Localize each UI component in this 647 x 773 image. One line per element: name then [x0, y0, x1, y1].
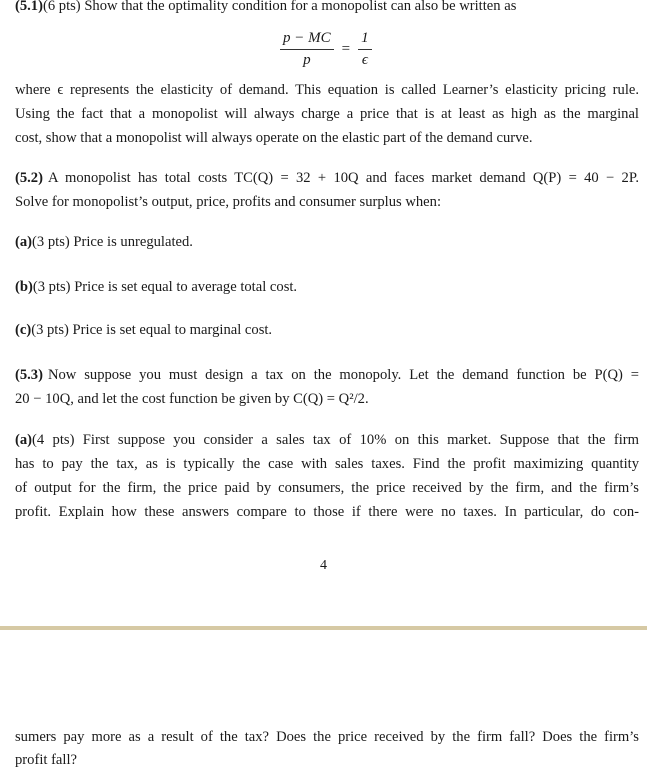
problem-label: (5.2) [15, 170, 43, 186]
part-label: (a) [15, 432, 33, 448]
part-5-3-a [15, 431, 639, 449]
eq-rhs-numerator: 1 [358, 30, 372, 50]
problem-5-3-intro [15, 366, 639, 384]
problem-text: Now suppose you must design a tax on the monopoly. Let the demand function be P(Q) = [47, 367, 639, 383]
part-label: (c) [15, 322, 32, 338]
paragraph-line: Solve for monopolist’s output, price, profits and consumer surplus when: [15, 194, 442, 210]
problem-5-2-intro [15, 169, 639, 187]
eq-denominator: p [303, 52, 311, 68]
page-number: 4 [320, 558, 327, 573]
part-text: (3 pts) Price is unregulated. [32, 234, 193, 250]
problem-text: (6 pts) Show that the optimality condition for a monopolist can also be written as [42, 0, 517, 14]
equation-lhs [280, 30, 334, 69]
problem-label: (5.3) [15, 367, 43, 383]
page-separator [0, 626, 647, 630]
paragraph-line: Using the fact that a monopolist will always charge a price that is at least as high as the marginal [15, 106, 639, 122]
part-label: (a) [15, 234, 33, 250]
part-text: (4 pts) First suppose you consider a sales tax of 10% on this market. Suppose that the firm [32, 432, 639, 448]
eq-equals: = [341, 41, 351, 57]
part-c [15, 321, 639, 339]
paragraph-line: of output for the firm, the price paid by consumers, the price received by the firm, and the firm’s [15, 480, 639, 496]
part-text: (3 pts) Price is set equal to average total cost. [32, 279, 298, 295]
eq-rhs-denominator: ϵ [361, 52, 368, 68]
paragraph-line: where ϵ represents the elasticity of demand. This equation is called Learner’s elasticity pricing rule. [15, 82, 639, 98]
problem-text: A monopolist has total costs TC(Q) = 32 + 10Q and faces market demand Q(P) = 40 − 2P. [47, 170, 639, 186]
equation-rhs [358, 30, 372, 69]
lerner-equation [280, 30, 372, 69]
part-text: (3 pts) Price is set equal to marginal cost. [31, 322, 273, 338]
part-a [15, 233, 639, 251]
problem-label: (5.1) [15, 0, 43, 14]
eq-numerator: p − MC [280, 30, 334, 50]
paragraph-line: cost, show that a monopolist will always operate on the elastic part of the demand curve. [15, 130, 533, 146]
paragraph-line: 20 − 10Q, and let the cost function be given by C(Q) = Q²/2. [15, 391, 369, 407]
paragraph-line: sumers pay more as a result of the tax? Does the price received by the firm fall? Does the firm’s [15, 729, 639, 745]
part-b [15, 278, 639, 296]
problem-5-1-intro [15, 0, 639, 15]
paragraph-line: has to pay the tax, as is typically the case with sales taxes. Find the profit maximizing quantity [15, 456, 639, 472]
paragraph-line: profit fall? [15, 752, 77, 768]
paragraph-line: profit. Explain how these answers compare to those if there were no taxes. In particular, do con- [15, 504, 639, 520]
part-label: (b) [15, 279, 33, 295]
